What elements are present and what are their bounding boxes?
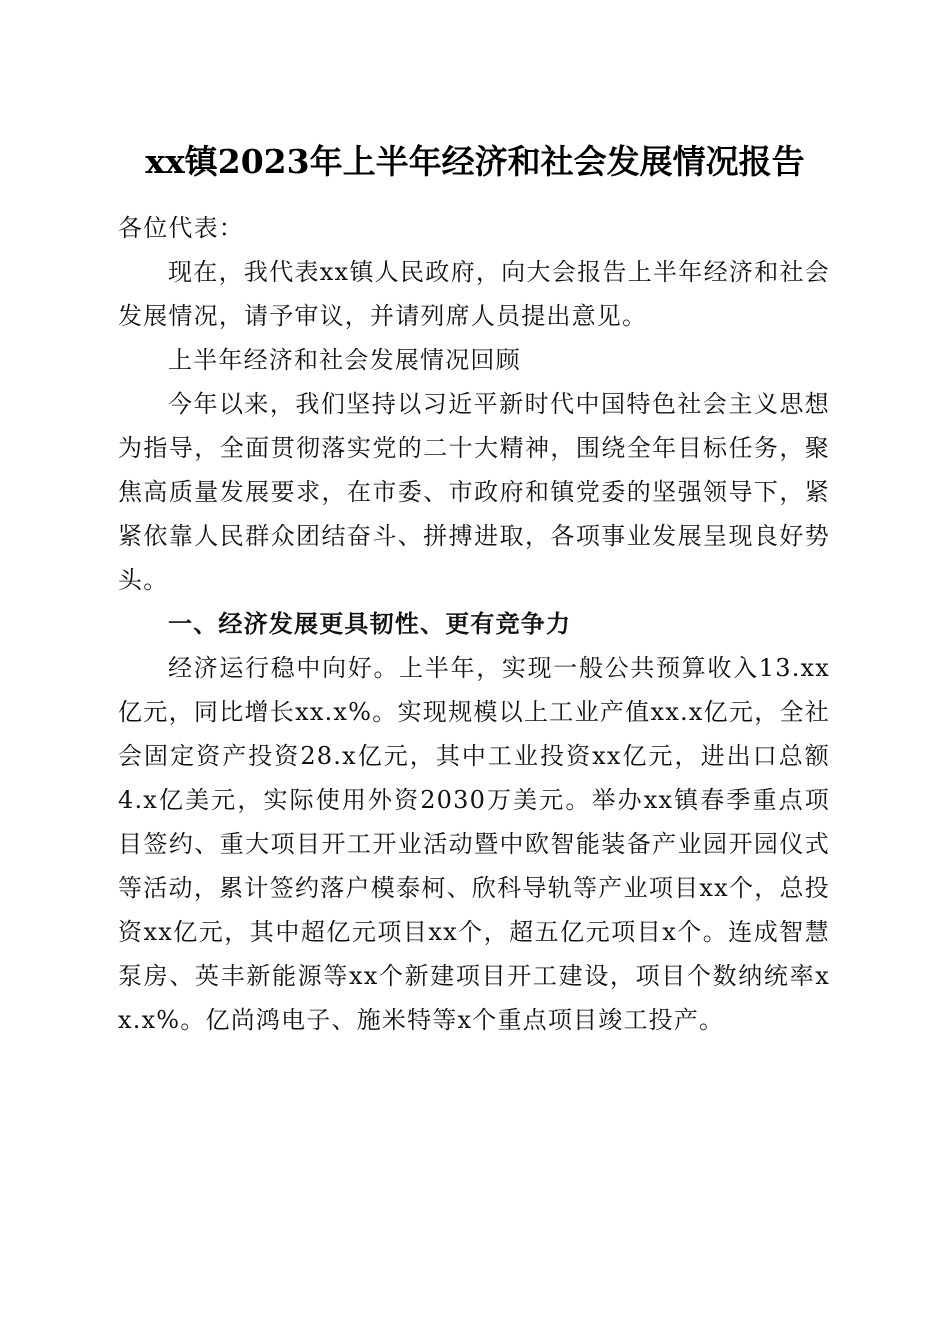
paragraph-opening: 现在，我代表xx镇人民政府，向大会报告上半年经济和社会发展情况，请予审议，并请列席人员提出意见。 [118,258,830,330]
document-title: xx镇2023年上半年经济和社会发展情况报告 [145,142,805,181]
document-body [118,206,830,1042]
section-heading: 一、经济发展更具韧性、更有竞争力 [168,610,572,638]
paragraph-review-heading: 上半年经济和社会发展情况回顾 [168,346,521,374]
salutation: 各位代表： [118,214,244,242]
paragraph-review-summary: 今年以来，我们坚持以习近平新时代中国特色社会主义思想为指导，全面贯彻落实党的二十大精神，围绕全年目标任务，聚焦高质量发展要求，在市委、市政府和镇党委的坚强领导下，紧紧依靠人民群众团结奋斗、拼搏进取，各项事业发展呈现良好势头。 [118,390,830,594]
paragraph-economy: 经济运行稳中向好。上半年，实现一般公共预算收入13.xx亿元，同比增长xx.x%。实现规模以上工业产值xx.x亿元，全社会固定资产投资28.x亿元，其中工业投资xx亿元，进出口总额4.x亿美元，实际使用外资2030万美元。举办xx镇春季重点项目签约、重大项目开工开业活动暨中欧智能装备产业园开园仪式等活动，累计签约落户模泰柯、欣科导轨等产业项目xx个，总投资xx亿元，其中超亿元项目xx个，超五亿元项目x个。连成智慧泵房、英丰新能源等xx个新建项目开工建设，项目个数纳统率xx.x%。亿尚鸿电子、施米特等x个重点项目竣工投产。 [118,654,830,1034]
